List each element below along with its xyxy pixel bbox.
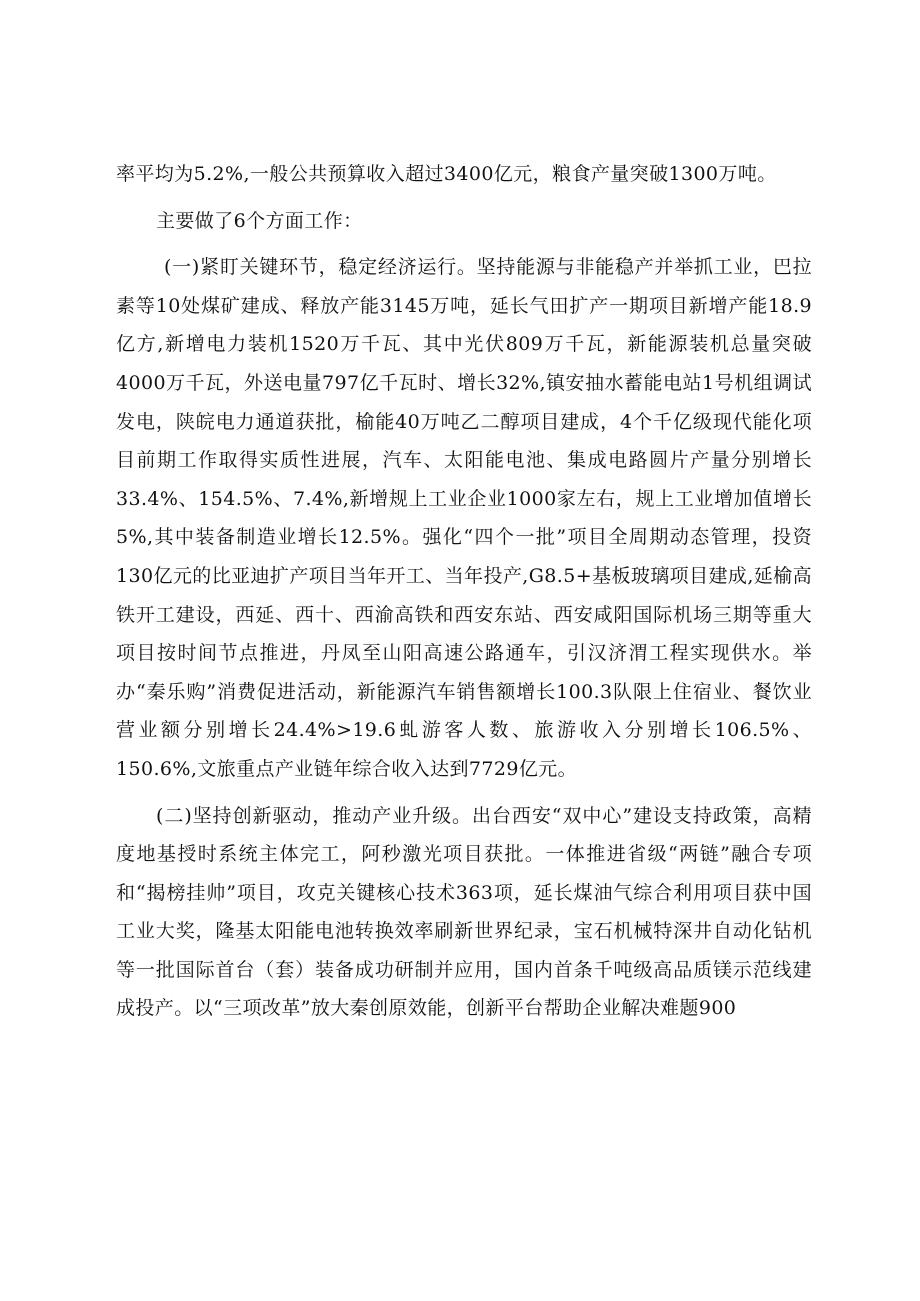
paragraph-section-one: (一)紧盯关键环节，稳定经济运行。坚持能源与非能稳产并举抓工业，巴拉素等10处煤矿建成、释放产能3145万吨，延长气田扩产一期项目新增产能18.9亿方,新增电力装机1520万千瓦、其中光伏809万千瓦，新能源装机总量突破4000万千瓦，外送电量797亿千瓦时、增长32%,镇安抽水蓄能电站1号机组调试发电，陕皖电力通道获批，榆能40万吨乙二醇项目建成，4个千亿级现代能化项目前期工作取得实质性进展，汽车、太阳能电池、集成电路圆片产量分别增长33.4%、154.5%、7.4%,新增规上工业企业1000家左右，规上工业增加值增长5%,其中装备制造业增长12.5%。强化“四个一批”项目全周期动态管理，投资130亿元的比亚迪扩产项目当年开工、当年投产,G8.5+基板玻璃项目建成,延榆高铁开工建设，西延、西十、西渝高铁和西安东站、西安咸阳国际机场三期等重大项目按时间节点推进，丹凤至山阳高速公路通车，引汉济渭工程实现供水。举办“秦乐购”消费促进活动，新能源汽车销售额增长100.3队限上住宿业、餐饮业营业额分别增长24.4%>19.6虬游客人数、旅游收入分别增长106.5%、150.6%,文旅重点产业链年综合收入达到7729亿元。 bbox=[116, 256, 812, 780]
spacer bbox=[116, 240, 812, 248]
spacer bbox=[116, 789, 812, 797]
document-page bbox=[116, 155, 812, 1028]
paragraph-section-two: (二)坚持创新驱动，推动产业升级。出台西安“双中心”建设支持政策，高精度地基授时系统主体完工，阿秒激光项目获批。一体推进省级“两链”融合专项和“揭榜挂帅”项目，攻克关键核心技术363项，延长煤油气综合利用项目获中国工业大奖，隆基太阳能电池转换效率刷新世界纪录，宝石机械特深井自动化钻机等一批国际首台（套）装备成功研制并应用，国内首条千吨级高品质镁示范线建成投产。以“三项改革”放大秦创原效能，创新平台帮助企业解决难题900 bbox=[116, 804, 812, 1020]
paragraph-summary: 率平均为5.2%,一般公共预算收入超过3400亿元，粮食产量突破1300万吨。 bbox=[116, 163, 777, 185]
paragraph-work-intro: 主要做了6个方面工作： bbox=[156, 209, 363, 232]
spacer bbox=[116, 194, 812, 202]
